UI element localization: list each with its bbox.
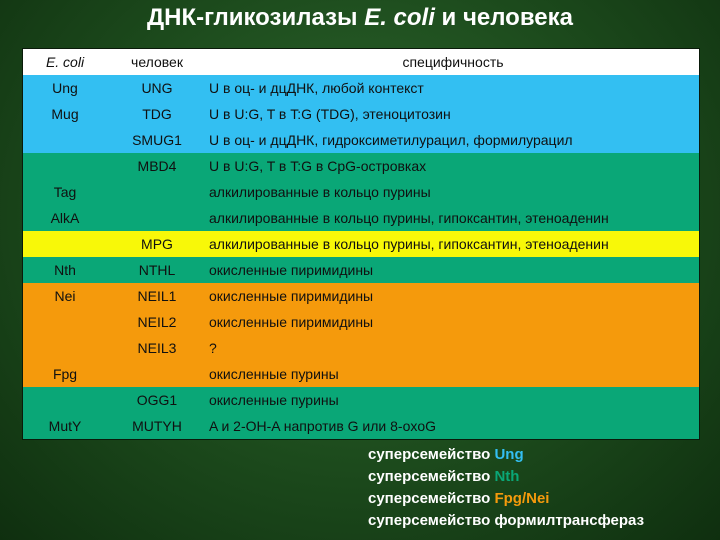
table-row: [23, 309, 699, 335]
cell-specificity: A и 2-OH-A напротив G или 8-oxoG: [209, 418, 437, 434]
cell-human: [107, 205, 207, 231]
cell-ecoli: [23, 231, 107, 257]
cell-specificity: окисленные пиримидины: [209, 314, 374, 330]
cell-ecoli: [23, 127, 107, 153]
cell-specificity: ?: [209, 340, 217, 356]
legend-prefix: суперсемейство: [368, 512, 495, 529]
cell-human: TDG: [142, 106, 172, 122]
table-row: [23, 127, 699, 153]
cell-human: NEIL3: [137, 340, 177, 356]
header-human: человек: [131, 54, 183, 70]
cell-human: MUTYH: [132, 418, 182, 434]
table-header-row: [23, 49, 699, 75]
cell-ecoli: MutY: [48, 418, 82, 434]
cell-human: MPG: [141, 236, 173, 252]
cell-human: UNG: [141, 80, 173, 96]
legend-item: [368, 466, 644, 488]
legend-family-name: Fpg/Nei: [494, 490, 550, 507]
table-row: [23, 387, 699, 413]
glycosylase-table: [22, 48, 700, 440]
legend-prefix: суперсемейство: [368, 490, 495, 507]
cell-human: MBD4: [137, 158, 177, 174]
legend-item: [368, 510, 644, 532]
cell-ecoli: Fpg: [52, 366, 78, 382]
table-row: [23, 179, 699, 205]
table-row: [23, 153, 699, 179]
cell-human: [107, 179, 207, 205]
header-specificity: специфичность: [402, 54, 504, 70]
cell-specificity: U в оц- и дцДНК, гидроксиметилурацил, формилурацил: [209, 132, 573, 148]
cell-ecoli: Ung: [52, 80, 78, 96]
table-row: [23, 283, 699, 309]
legend-item: [368, 488, 644, 510]
title-species: E. coli: [364, 4, 435, 31]
cell-ecoli: [23, 153, 107, 179]
cell-specificity: окисленные пурины: [209, 392, 339, 408]
cell-specificity: алкилированные в кольцо пурины, гипоксантин, этеноаденин: [209, 210, 609, 226]
cell-specificity: U в U:G, T в T:G в CpG-островках: [209, 158, 427, 174]
legend-family-name: формилтрансфераз: [494, 512, 645, 529]
table-row: [23, 413, 699, 439]
table-row: [23, 101, 699, 127]
legend-family-name: Nth: [494, 468, 520, 485]
cell-specificity: окисленные пиримидины: [209, 262, 374, 278]
table-row: [23, 75, 699, 101]
cell-specificity: окисленные пиримидины: [209, 288, 374, 304]
cell-human: SMUG1: [132, 132, 182, 148]
cell-ecoli: [23, 387, 107, 413]
legend-prefix: суперсемейство: [368, 446, 495, 463]
header-ecoli: E. coli: [45, 54, 85, 70]
legend-prefix: суперсемейство: [368, 468, 495, 485]
cell-human: OGG1: [136, 392, 178, 408]
cell-specificity: окисленные пурины: [209, 366, 339, 382]
cell-ecoli: [23, 335, 107, 361]
cell-specificity: алкилированные в кольцо пурины, гипоксантин, этеноаденин: [209, 236, 609, 252]
cell-human: [107, 361, 207, 387]
title-suffix: и человека: [434, 4, 573, 31]
table-row: [23, 257, 699, 283]
legend-item: [368, 444, 644, 466]
cell-human: NTHL: [138, 262, 176, 278]
cell-ecoli: Tag: [53, 184, 77, 200]
slide-title: [0, 4, 720, 32]
title-prefix: ДНК-гликозилазы: [147, 4, 365, 31]
cell-ecoli: [23, 309, 107, 335]
cell-specificity: алкилированные в кольцо пурины: [209, 184, 431, 200]
superfamily-legend: [368, 444, 644, 532]
cell-human: NEIL1: [137, 288, 177, 304]
cell-ecoli: Mug: [51, 106, 79, 122]
cell-ecoli: Nth: [54, 262, 76, 278]
cell-ecoli: AlkA: [50, 210, 80, 226]
table-row: [23, 335, 699, 361]
table-row: [23, 361, 699, 387]
legend-family-name: Ung: [494, 446, 524, 463]
table-row: [23, 205, 699, 231]
cell-specificity: U в U:G, T в T:G (TDG), этеноцитозин: [209, 106, 451, 122]
cell-human: NEIL2: [137, 314, 177, 330]
table-row: [23, 231, 699, 257]
cell-ecoli: Nei: [54, 288, 76, 304]
cell-specificity: U в оц- и дцДНК, любой контекст: [209, 80, 424, 96]
